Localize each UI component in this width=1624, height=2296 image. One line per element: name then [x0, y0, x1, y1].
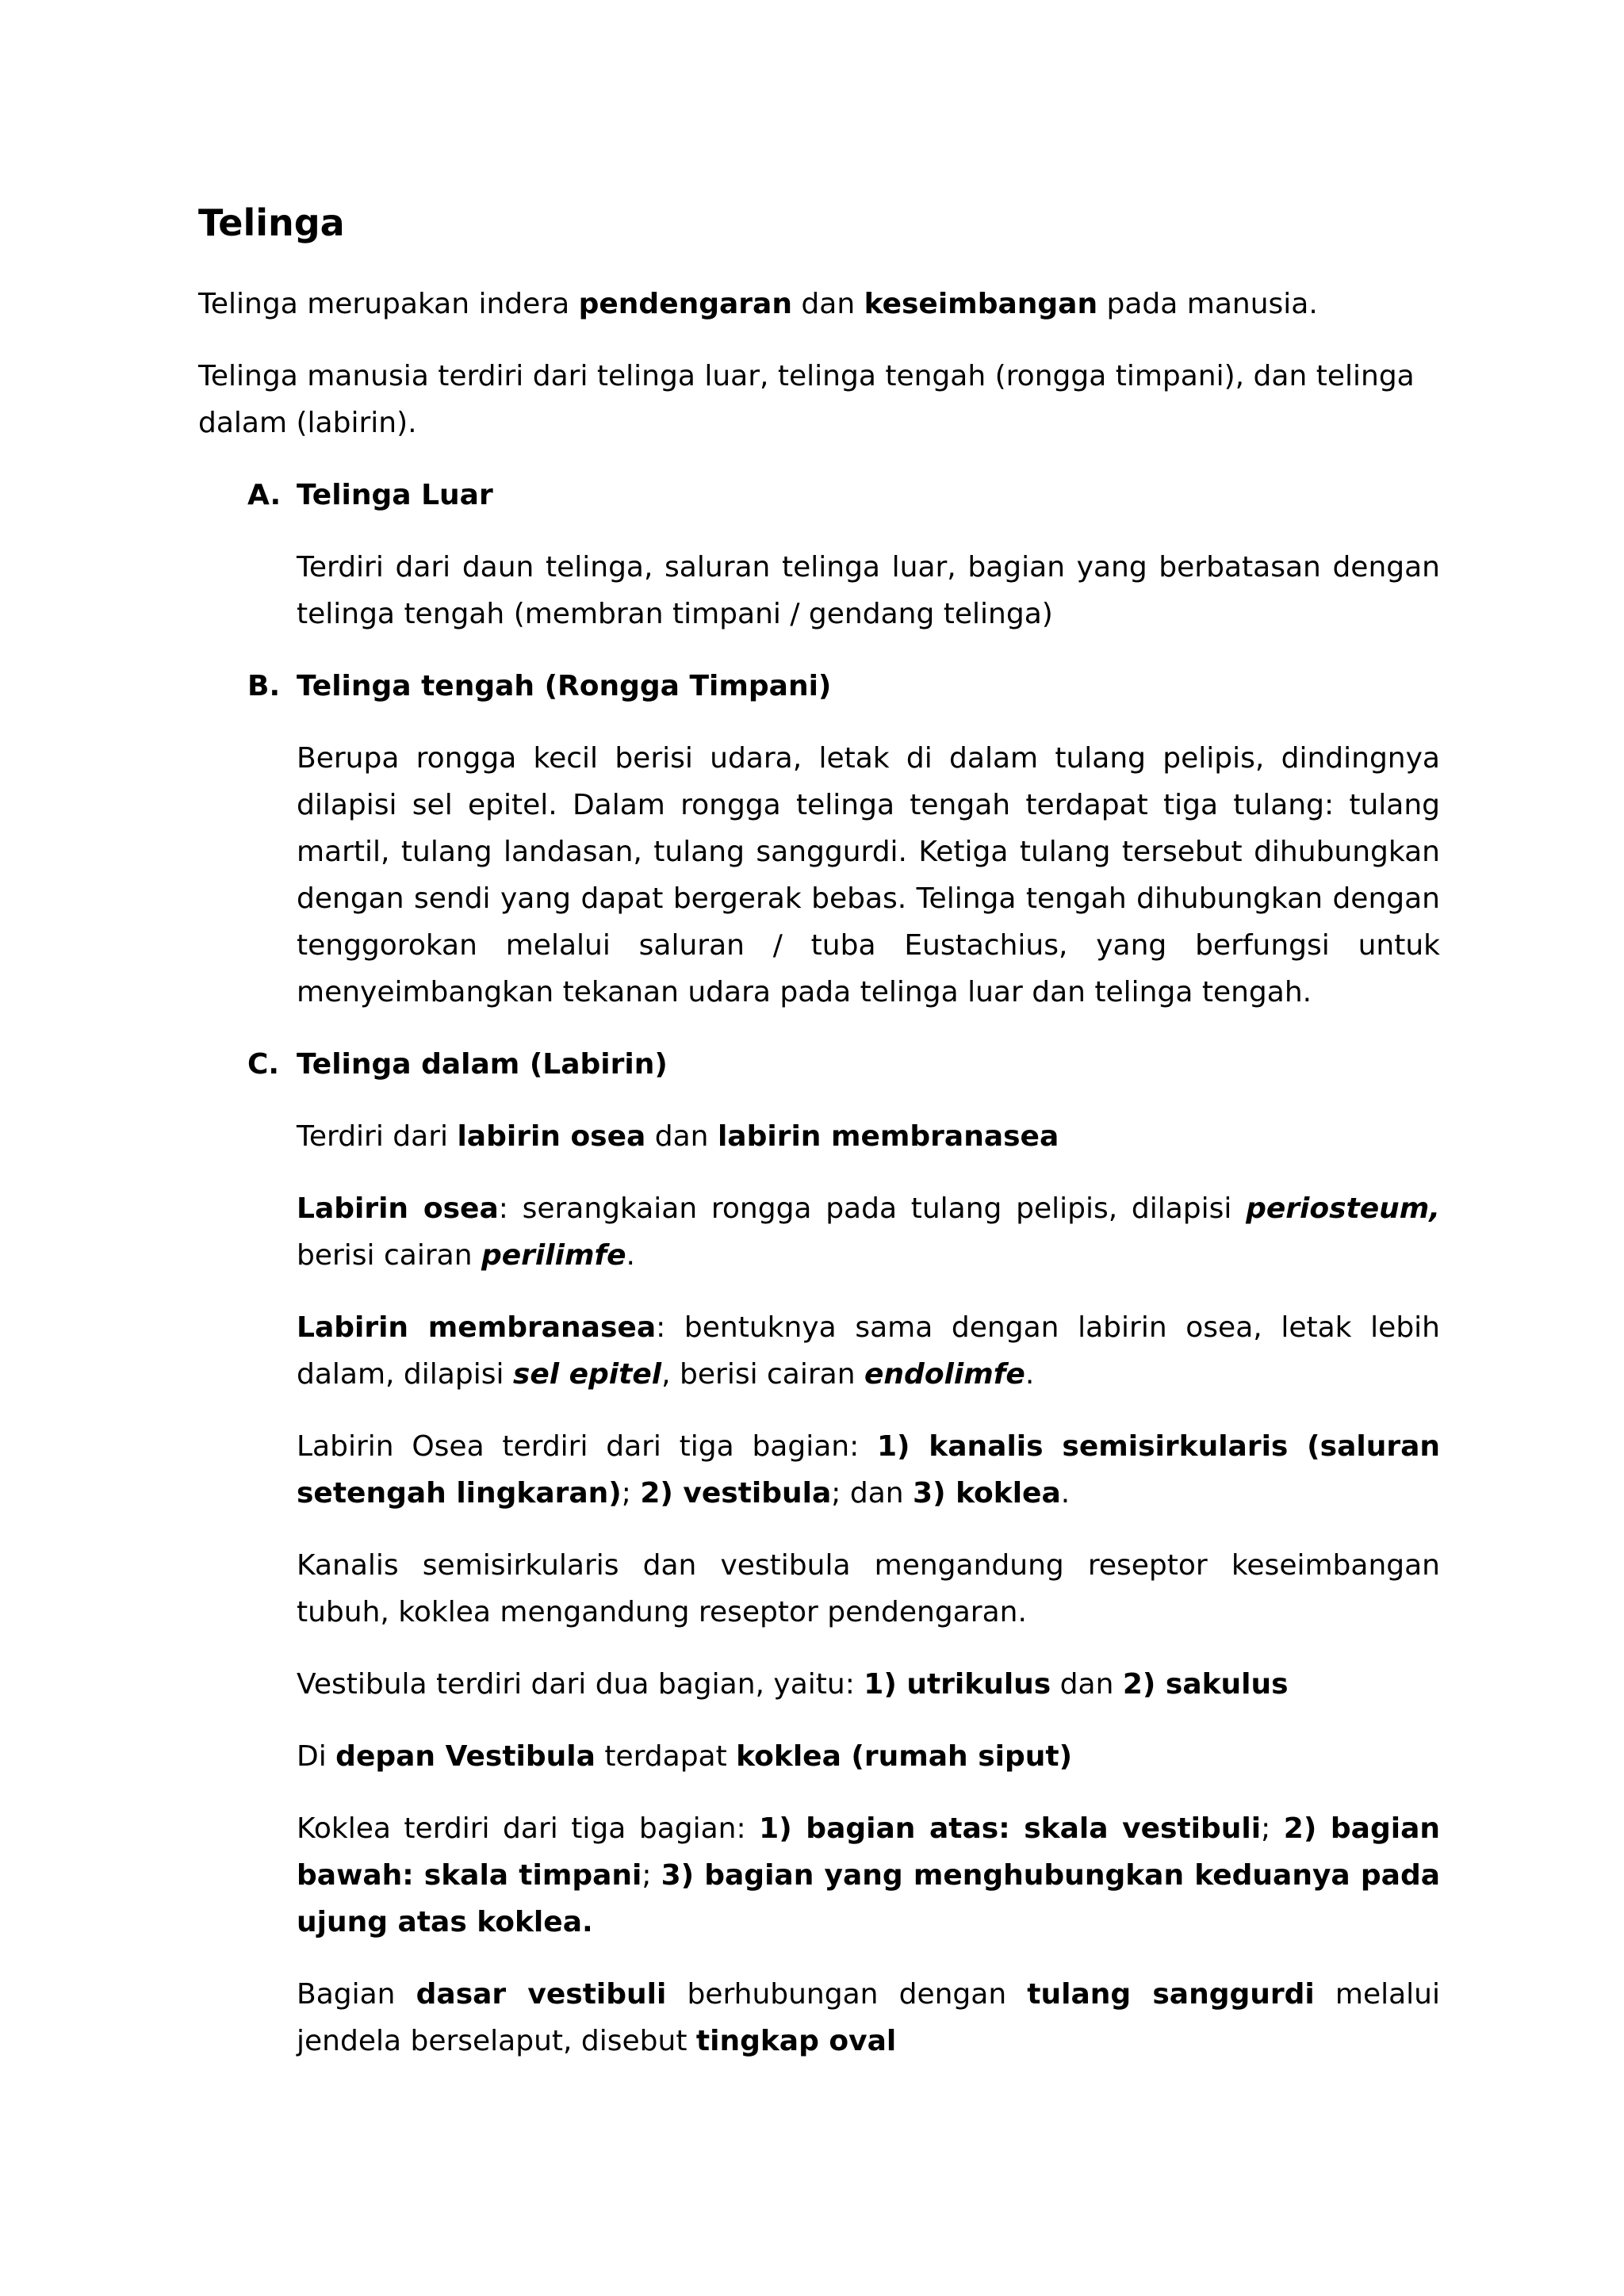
text-run: ; dan	[831, 1477, 914, 1510]
section-c-paragraph-1	[297, 1113, 1440, 1160]
text-run: ;	[642, 1859, 661, 1892]
emphasis-text: 1) bagian atas: skala vestibuli	[759, 1812, 1262, 1845]
section-c-heading	[198, 1041, 1440, 1088]
section-c-letter: C.	[247, 1048, 280, 1081]
emphasis-text: tingkap oval	[695, 2025, 897, 2057]
emphasis-text: 3) koklea	[913, 1477, 1061, 1510]
text-run: .	[1060, 1477, 1071, 1510]
section-b-heading	[198, 663, 1440, 710]
text-run: Berupa rongga kecil berisi udara, letak di dalam tulang pelipis, dindingnya dilapisi sel epitel. Dalam rongga telinga tengah terdapat tiga tulang: tulang martil, tulang landasan, tulang sanggurdi. Ketiga tulang tersebut dihubungkan dengan sendi yang dapat bergerak bebas. Telinga tengah dihubungkan dengan tenggorokan melalui saluran / tuba Eustachius, yang berfungsi untuk menyeimbangkan tekanan udara pada telinga luar dan telinga tengah.	[297, 742, 1440, 1008]
section-a-letter: A.	[247, 479, 282, 511]
section-c-title: Telinga dalam (Labirin)	[297, 1048, 668, 1081]
section-c-paragraph-6	[297, 1661, 1440, 1708]
emphasis-text: labirin osea	[457, 1120, 646, 1153]
emphasis-text: koklea (rumah siput)	[736, 1740, 1073, 1773]
section-c-paragraph-3	[297, 1304, 1440, 1398]
section-c-paragraph-8	[297, 1805, 1440, 1946]
section-b-letter: B.	[247, 670, 281, 702]
intro-paragraph-1	[198, 281, 1440, 327]
section-b-title: Telinga tengah (Rongga Timpani)	[297, 670, 832, 702]
section-a-body	[297, 544, 1440, 637]
section-c-paragraph-5	[297, 1542, 1440, 1636]
emphasis-text: sel epitel	[512, 1358, 662, 1391]
emphasis-text: tulang sanggurdi	[1027, 1978, 1315, 2011]
text-run: : bentuknya sama dengan labirin osea, letak lebih dalam, dilapisi	[297, 1311, 1440, 1391]
text-run: Labirin Osea terdiri dari tiga bagian:	[297, 1430, 877, 1463]
emphasis-text: 2) bagian bawah: skala timpani	[297, 1812, 1440, 1892]
text-run: Telinga merupakan indera	[198, 288, 579, 320]
emphasis-text: Labirin membranasea	[297, 1311, 657, 1344]
text-run: berhubungan dengan	[666, 1978, 1028, 2011]
text-run: .	[626, 1239, 635, 1272]
emphasis-text: dasar vestibuli	[416, 1978, 667, 2011]
emphasis-text: perilimfe	[481, 1239, 626, 1272]
page-title: Telinga	[198, 201, 345, 244]
section-c-paragraph-9	[297, 1971, 1440, 2064]
text-run: ;	[1261, 1812, 1284, 1845]
text-run: dan	[1051, 1668, 1123, 1701]
text-run: terdapat	[595, 1740, 737, 1773]
emphasis-text: endolimfe	[864, 1358, 1025, 1391]
text-run: .	[1025, 1358, 1035, 1391]
section-a-heading	[198, 472, 1440, 519]
emphasis-text: periosteum,	[1246, 1192, 1440, 1225]
emphasis-text: 2) vestibula	[640, 1477, 832, 1510]
text-run: berisi cairan	[297, 1239, 481, 1272]
emphasis-text: pendengaran	[578, 288, 792, 320]
text-run: dan	[645, 1120, 718, 1153]
emphasis-text: 1) kanalis semisirkularis (saluran setengah lingkaran)	[297, 1430, 1440, 1510]
section-c-paragraph-2	[297, 1185, 1440, 1279]
emphasis-text: depan Vestibula	[335, 1740, 596, 1773]
text-run: Di	[297, 1740, 336, 1773]
emphasis-text: 2) sakulus	[1122, 1668, 1289, 1701]
text-run: Koklea terdiri dari tiga bagian:	[297, 1812, 760, 1845]
emphasis-text: labirin membranasea	[717, 1120, 1059, 1153]
text-run: melalui jendela berselaput, disebut	[297, 1978, 1440, 2057]
emphasis-text: 1) utrikulus	[864, 1668, 1051, 1701]
section-c-paragraph-7	[297, 1733, 1440, 1780]
emphasis-text: keseimbangan	[864, 288, 1098, 320]
intro-paragraph-2	[198, 353, 1440, 446]
section-a-title: Telinga Luar	[297, 479, 493, 511]
text-run: Terdiri dari	[297, 1120, 458, 1153]
text-run: Bagian	[297, 1978, 416, 2011]
text-run: Telinga manusia terdiri dari telinga luar, telinga tengah (rongga timpani), dan telinga dalam (labirin).	[198, 360, 1415, 439]
emphasis-text: 3) bagian yang menghubungkan keduanya pada ujung atas koklea.	[297, 1859, 1441, 1938]
text-run: Vestibula terdiri dari dua bagian, yaitu:	[297, 1668, 864, 1701]
text-run: dan	[791, 288, 864, 320]
text-run: Kanalis semisirkularis dan vestibula mengandung reseptor keseimbangan tubuh, koklea mengandung reseptor pendengaran.	[297, 1549, 1440, 1628]
text-run: Terdiri dari daun telinga, saluran telinga luar, bagian yang berbatasan dengan telinga tengah (membran timpani / gendang telinga)	[297, 551, 1440, 630]
text-run: pada manusia.	[1097, 288, 1318, 320]
text-run: : serangkaian rongga pada tulang pelipis, dilapisi	[498, 1192, 1247, 1225]
section-c-paragraph-4	[297, 1423, 1440, 1517]
text-run: ;	[621, 1477, 641, 1510]
emphasis-text: Labirin osea	[297, 1192, 499, 1225]
text-run: , berisi cairan	[661, 1358, 864, 1391]
section-b-body	[297, 735, 1440, 1016]
